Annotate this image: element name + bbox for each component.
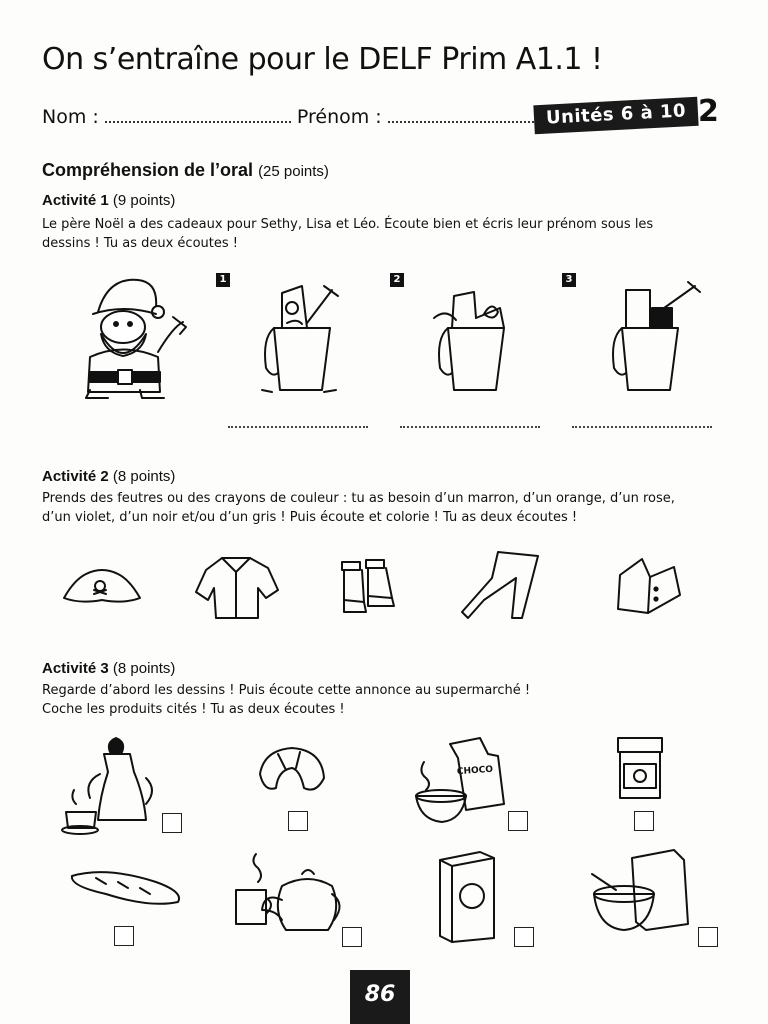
answer-line-1[interactable] (228, 424, 368, 428)
jam-jar-illustration (612, 734, 668, 804)
santa-illustration (68, 272, 188, 402)
activite1-line1: Le père Noël a des cadeaux pour Sethy, Lisa et Léo. Écoute bien et écris leur prénom sous les (42, 217, 654, 232)
coffee-pot-illustration (60, 734, 164, 834)
page-number: 86 (350, 970, 410, 1024)
activite2-heading (42, 468, 175, 485)
answer-line-3[interactable] (572, 424, 712, 428)
section-points: (25 points) (258, 163, 329, 180)
number-box-2: 2 (390, 273, 404, 287)
checkbox-tea[interactable] (342, 927, 362, 947)
gift-bag-3-illustration (600, 278, 710, 398)
baguette-illustration (66, 864, 186, 912)
cereal-bowl-illustration (588, 844, 696, 940)
activite3-line1: Regarde d’abord les dessins ! Puis écoute cette annonce au supermarché ! (42, 683, 531, 698)
activite1-heading (42, 192, 175, 209)
activite2-line2: d’un violet, d’un noir et/ou d’un gris ! Puis écoute et colorie ! Tu as deux écoutes ! (42, 510, 578, 525)
activite1-line2: dessins ! Tu as deux écoutes ! (42, 236, 238, 251)
activite2-instructions (42, 489, 732, 527)
activite2-points: (8 points) (112, 468, 176, 485)
number-box-1: 1 (216, 273, 230, 287)
checkbox-chocolate[interactable] (508, 811, 528, 831)
choco-label: CHOCO (456, 764, 494, 778)
activite1-points: (9 points) (112, 192, 176, 209)
checkbox-cereal-bowl[interactable] (698, 927, 718, 947)
section-title-text: Compréhension de l’oral (42, 160, 254, 180)
gift-bag-2-illustration (426, 278, 516, 398)
checkbox-coffee[interactable] (162, 813, 182, 833)
boots-illustration (336, 556, 400, 618)
checkbox-cereal[interactable] (514, 927, 534, 947)
shirt-illustration (192, 552, 282, 624)
answer-line-2[interactable] (400, 424, 540, 428)
checkbox-croissant[interactable] (288, 811, 308, 831)
hot-chocolate-illustration (410, 734, 510, 830)
units-badge: Unités 6 à 10 (533, 97, 698, 135)
activite3-heading (42, 660, 175, 677)
pirate-hat-illustration (60, 560, 145, 615)
activite1-title: Activité 1 (42, 192, 109, 209)
page-title: On s’entraîne pour le DELF Prim A1.1 ! (42, 42, 603, 77)
activite3-points: (8 points) (112, 660, 176, 677)
number-box-3: 3 (562, 273, 576, 287)
activite3-instructions (42, 681, 732, 719)
checkbox-baguette[interactable] (114, 926, 134, 946)
activite2-line1: Prends des feutres ou des crayons de couleur : tu as besoin d’un marron, d’un orange, d’un rose, (42, 491, 675, 506)
activite3-title: Activité 3 (42, 660, 109, 677)
croissant-illustration (256, 744, 328, 796)
section-title (42, 160, 329, 181)
name-fields (42, 106, 534, 128)
units-number: 2 (698, 94, 719, 129)
nom-label: Nom : (42, 106, 99, 128)
trousers-illustration (458, 548, 542, 624)
prenom-field[interactable] (388, 107, 534, 123)
activite3-line2: Coche les produits cités ! Tu as deux écoutes ! (42, 702, 345, 717)
teapot-illustration (232, 850, 348, 942)
prenom-label: Prénom : (296, 106, 382, 128)
activite1-instructions (42, 215, 732, 253)
activite2-title: Activité 2 (42, 468, 109, 485)
nom-field[interactable] (105, 107, 291, 123)
vest-illustration (612, 555, 684, 617)
gift-bag-1-illustration (252, 278, 342, 398)
checkbox-jam[interactable] (634, 811, 654, 831)
cereal-box-illustration (434, 848, 500, 944)
